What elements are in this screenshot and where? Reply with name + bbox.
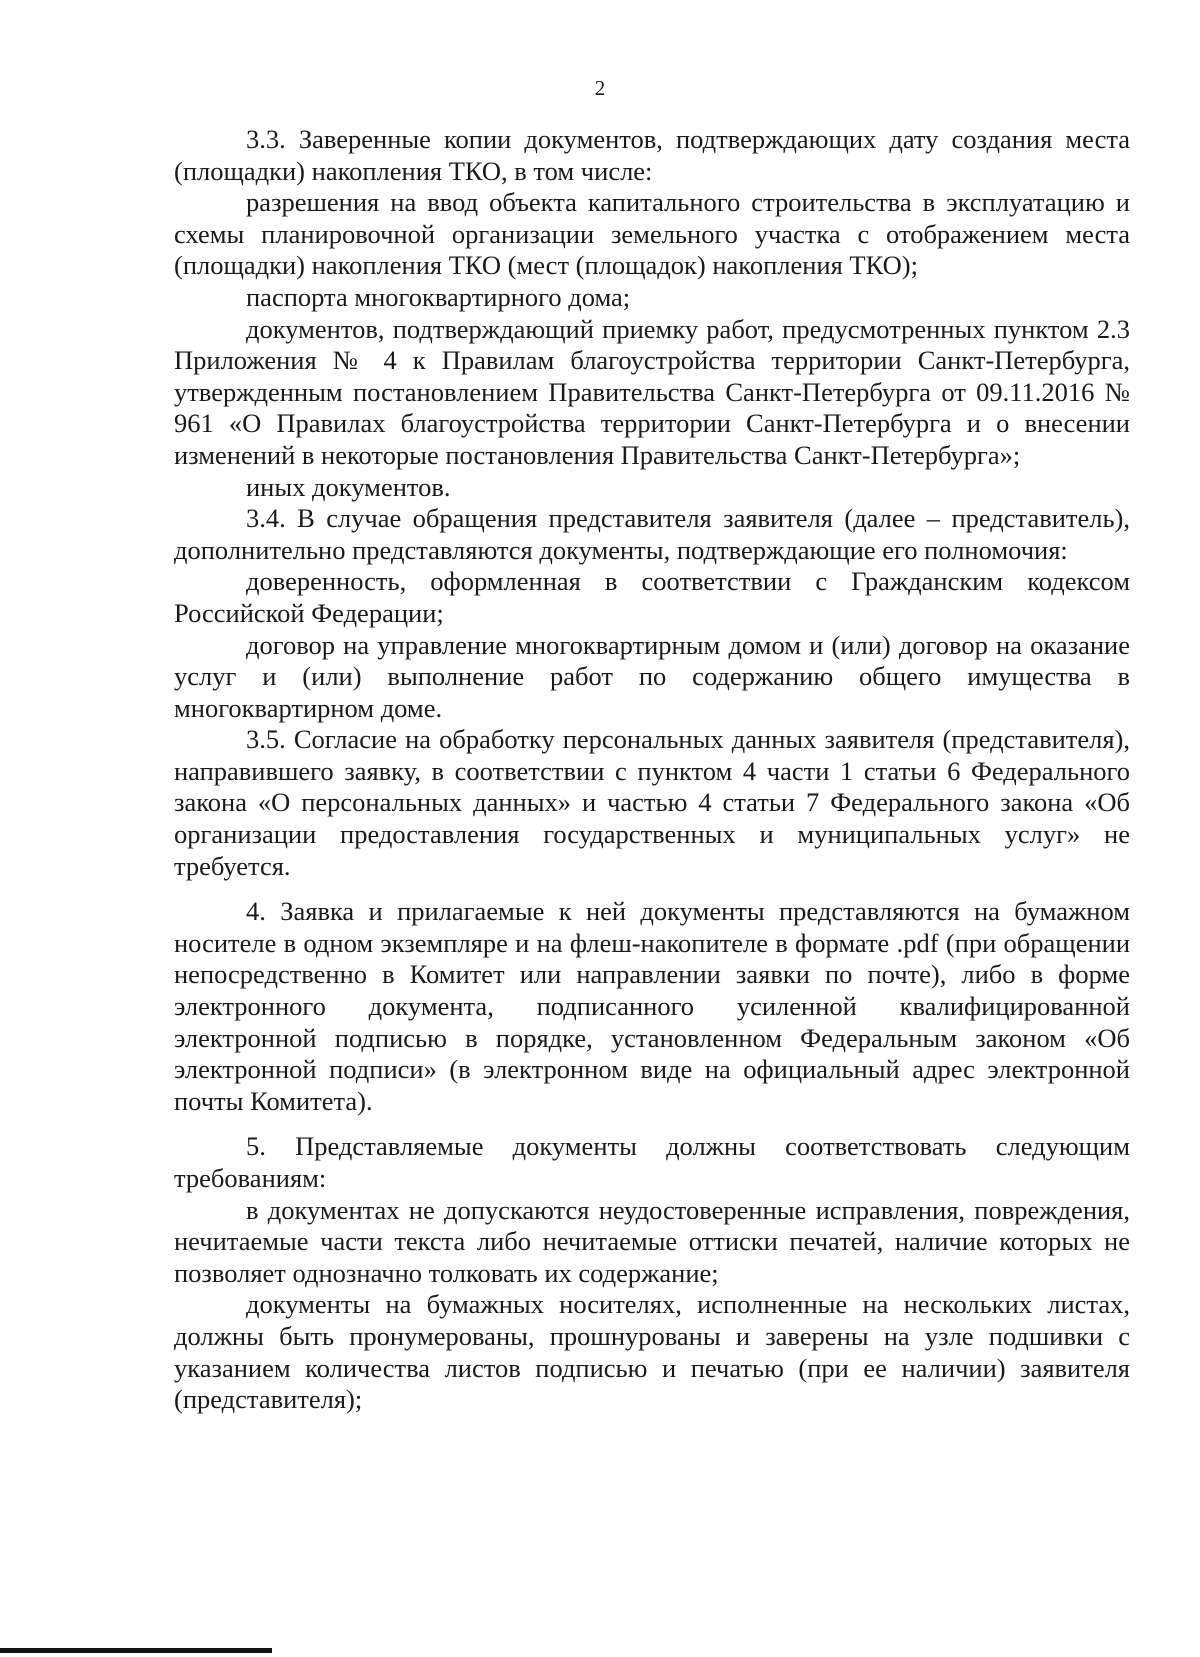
paragraph-3-3: 3.3. Заверенные копии документов, подтверждающих дату создания места (площадки) накопления ТКО, в том числе: — [174, 124, 1130, 186]
scan-edge-line — [0, 1648, 272, 1653]
paragraph-acceptance-documents: документов, подтверждающий приемку работ, предусмотренных пунктом 2.3 Приложения № 4 к Правилам благоустройства территории Санкт-Петербурга, утвержденным постановлением Правительства Санкт-Петербурга от 09.11.2016 № 961 «О Правилах благоустройства территории Санкт-Петербурга и о внесении изменений в некоторые постановления Правительства Санкт-Петербурга»; — [174, 313, 1130, 470]
paragraph-passport: паспорта многоквартирного дома; — [246, 281, 631, 312]
paragraph-numbered-sheets: документы на бумажных носителях, исполненные на нескольких листах, должны быть пронумерованы, прошнурованы и заверены на узле подшивки с указанием количества листов подписью и печатью (при ее наличии) заявителя (представителя); — [174, 1289, 1130, 1415]
paragraph-3-5: 3.5. Согласие на обработку персональных данных заявителя (представителя), направившего заявку, в соответствии с пунктом 4 части 1 статьи 6 Федерального закона «О персональных данных» и частью 4 статьи 7 Федерального закона «Об организации предоставления государственных и муниципальных услуг» не требуется. — [174, 724, 1130, 881]
paragraph-3-4: 3.4. В случае обращения представителя заявителя (далее – представитель), дополнительно представляются документы, подтверждающие его полномочия: — [174, 503, 1130, 565]
paragraph-no-corrections: в документах не допускаются неудостоверенные исправления, повреждения, нечитаемые части текста либо нечитаемые оттиски печатей, наличие которых не позволяет однозначно толковать их содержание; — [174, 1194, 1130, 1288]
paragraph-power-of-attorney: доверенность, оформленная в соответствии с Гражданским кодексом Российской Федерации; — [174, 566, 1130, 628]
document-body — [174, 124, 1130, 1416]
page-number: 2 — [594, 76, 606, 100]
paragraph-management-contract: договор на управление многоквартирным домом и (или) договор на оказание услуг и (или) выполнение работ по содержанию общего имущества в многоквартирном доме. — [174, 629, 1130, 723]
paragraph-4: 4. Заявка и прилагаемые к ней документы представляются на бумажном носителе в одном экземпляре и на флеш-накопителе в формате .pdf (при обращении непосредственно в Комитет или направлении заявки по почте), либо в форме электронного документа, подписанного усиленной квалифицированной электронной подписью в порядке, установленном Федеральным законом «Об электронной подписи» (в электронном виде на официальный адрес электронной почты Комитета). — [174, 896, 1130, 1116]
paragraph-permits: разрешения на ввод объекта капитального строительства в эксплуатацию и схемы планировочной организации земельного участка с отображением места (площадки) накопления ТКО (мест (площадок) накопления ТКО); — [174, 187, 1130, 281]
paragraph-other-documents: иных документов. — [246, 471, 451, 502]
paragraph-5: 5. Представляемые документы должны соответствовать следующим требованиям: — [174, 1131, 1130, 1193]
